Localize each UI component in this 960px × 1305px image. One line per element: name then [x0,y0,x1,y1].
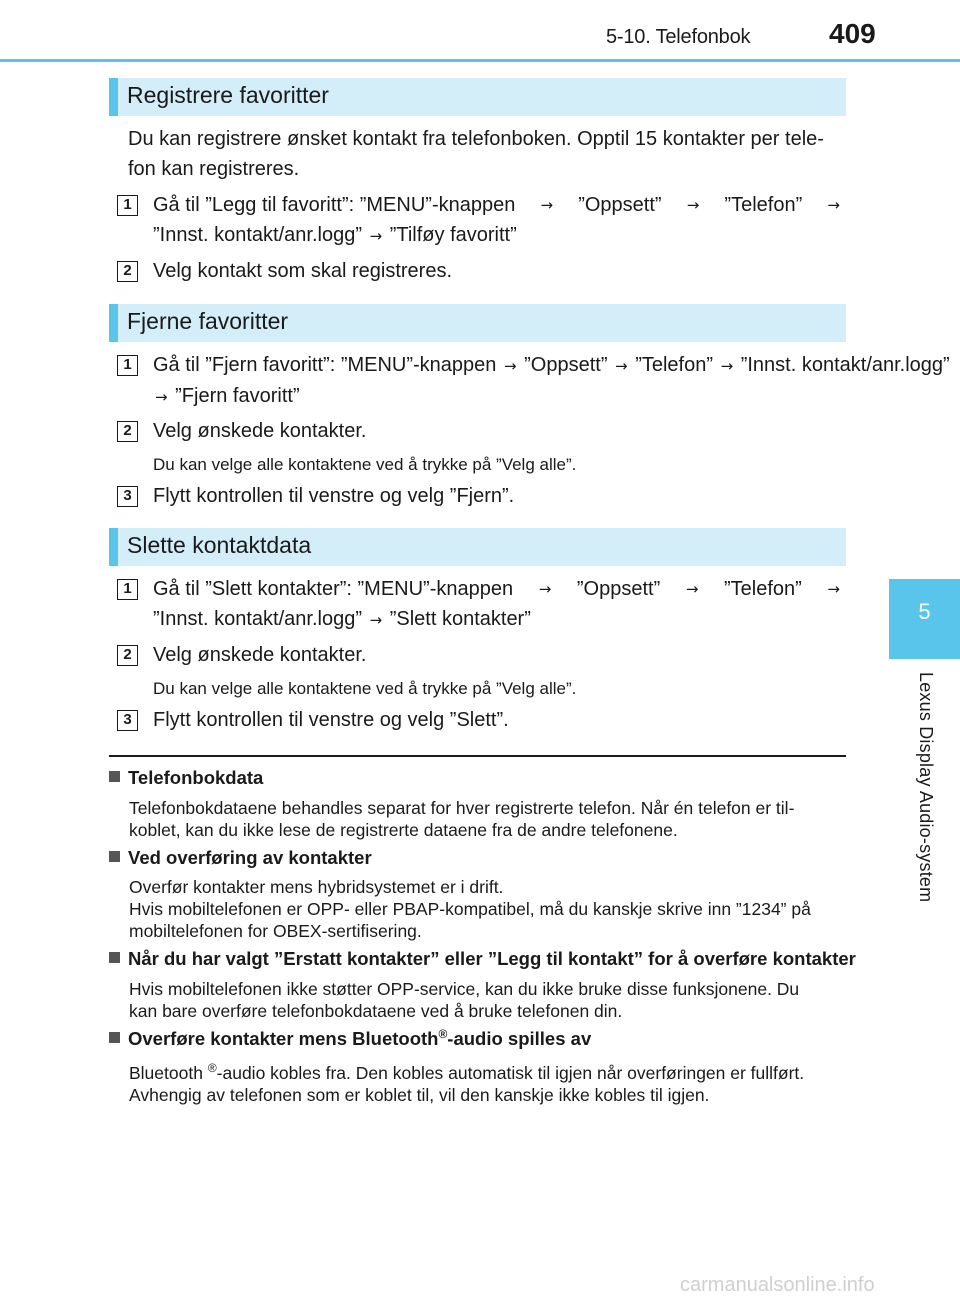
note-line: Avhengig av telefonen som er koblet til, vil den kanskje ikke kobles til igjen. [129,1084,710,1105]
note-heading [109,767,263,789]
step-number: 2 [117,645,138,666]
note-title: Ved overføring av kontakter [128,847,372,868]
note-line: kan bare overføre telefonbokdataene ved å bruke telefonen din. [129,1001,623,1021]
arrow-icon: → [827,196,840,214]
step-part: Gå til ”Slett kontakter”: ”MENU”-knappen [153,578,514,600]
step-text: Velg kontakt som skal registreres. [153,260,453,282]
section-heading-text: Registrere favoritter [127,82,329,108]
arrow-icon: → [538,580,552,598]
section-heading-remove-favorites [109,304,846,342]
note-heading [109,948,856,970]
step-part: Gå til ”Legg til favoritt”: ”MENU”-knappen [153,194,516,216]
step-text: Flytt kontrollen til venstre og velg ”Fjern”. [153,485,515,507]
step-part: ”Slett kontakter” [389,608,531,630]
note-title: -audio spilles av [447,1028,592,1050]
note-body [129,797,841,841]
step-text [153,574,842,635]
step-number: 1 [117,579,138,600]
step-part: ”Oppsett” [578,194,662,216]
note-line [129,1057,841,1084]
step-number: 1 [117,195,138,216]
square-bullet-icon [109,1032,120,1043]
section-heading-register-favorites [109,78,846,116]
note-line: koblet, kan du ikke lese de registrerte dataene fra de andre telefonene. [129,820,678,840]
intro-paragraph [128,124,842,184]
arrow-icon: → [369,611,383,629]
arrow-icon: → [720,357,734,375]
note-line: Hvis mobiltelefonen er OPP- eller PBAP-kompatibel, må du kanskje skrive inn ”1234” på [129,899,811,919]
note-title: Telefonbokdata [128,767,264,788]
section-heading-delete-contact-data [109,528,846,566]
arrow-icon: → [685,580,699,598]
note-body [129,876,841,942]
arrow-icon: → [686,196,700,214]
note-title: Overføre kontakter mens Bluetooth [128,1028,439,1050]
notes-divider [109,755,846,757]
arrow-icon: → [615,357,628,375]
section-heading-text: Slette kontaktdata [127,532,312,558]
intro-line: Du kan registrere ønsket kontakt fra telefonboken. Opptil 15 kontakter per tele- [128,128,824,150]
step-part: ”Telefon” [635,354,713,376]
step-part: ”Telefon” [724,194,803,216]
step-text [153,350,950,412]
intro-line: fon kan registreres. [128,158,300,180]
step-line [153,190,842,220]
arrow-icon: → [503,357,517,375]
arrow-icon: → [155,388,168,406]
section-heading-text: Fjerne favoritter [127,308,289,334]
note-text: Bluetooth [129,1062,208,1083]
square-bullet-icon [109,952,120,963]
arrow-icon: → [369,227,383,245]
note-line: Telefonbokdataene behandles separat for hver registrerte telefon. Når én telefon er til- [129,798,795,818]
step-line [153,220,842,251]
step-part: ”Tilføy favoritt” [389,224,517,246]
registered-mark: ® [438,1027,448,1041]
chapter-tab [889,579,960,659]
arrow-icon: → [827,580,840,598]
step-line [153,574,842,604]
step-line [153,381,842,412]
square-bullet-icon [109,851,120,862]
step-part: ”Innst. kontakt/anr.logg” [153,224,363,246]
chapter-title: 5-10. Telefonbok [606,26,751,48]
chapter-side-label: Lexus Display Audio-system [916,672,936,903]
step-part: Gå til ”Fjern favoritt”: ”MENU”-knappen [153,354,497,376]
header-rule [0,59,960,62]
note-text: -audio kobles fra. Den kobles automatisk til igjen når overføringen er fullført. [216,1062,805,1083]
chapter-tab-number: 5 [918,599,931,624]
registered-mark: ® [207,1061,217,1075]
step-number: 2 [117,261,138,282]
note-heading [109,1027,591,1050]
page-number: 409 [829,18,876,49]
step-text: Velg ønskede kontakter. [153,644,367,666]
step-number: 2 [117,421,138,442]
step-part: ”Fjern favoritt” [175,385,300,407]
step-text: Flytt kontrollen til venstre og velg ”Slett”. [153,709,509,731]
step-number: 1 [117,355,138,376]
step-text: Velg ønskede kontakter. [153,420,367,442]
arrow-icon: → [540,196,554,214]
step-note: Du kan velge alle kontaktene ved å trykke på ”Velg alle”. [153,679,577,698]
step-number: 3 [117,486,138,507]
step-part: ”Innst. kontakt/anr.logg” [153,608,363,630]
step-part: ”Telefon” [724,578,802,600]
note-title: Når du har valgt ”Erstatt kontakter” eller ”Legg til kontakt” for å overføre kontakter [128,948,856,969]
note-heading [109,847,372,869]
step-part: ”Oppsett” [576,578,661,600]
step-number: 3 [117,710,138,731]
step-note: Du kan velge alle kontaktene ved å trykke på ”Velg alle”. [153,455,577,474]
note-line: mobiltelefonen for OBEX-sertifisering. [129,921,422,941]
step-line [153,350,950,381]
step-line [153,604,842,635]
watermark: carmanualsonline.info [680,1274,875,1296]
step-part: ”Innst. kontakt/anr.logg” [740,354,950,376]
note-body [129,1057,841,1106]
step-part: ”Oppsett” [524,354,608,376]
square-bullet-icon [109,771,120,782]
step-text [153,190,842,251]
note-body [129,978,841,1022]
note-line: Hvis mobiltelefonen ikke støtter OPP-service, kan du ikke bruke disse funksjonene. Du [129,979,800,999]
note-line: Overfør kontakter mens hybridsystemet er i drift. [129,877,504,897]
